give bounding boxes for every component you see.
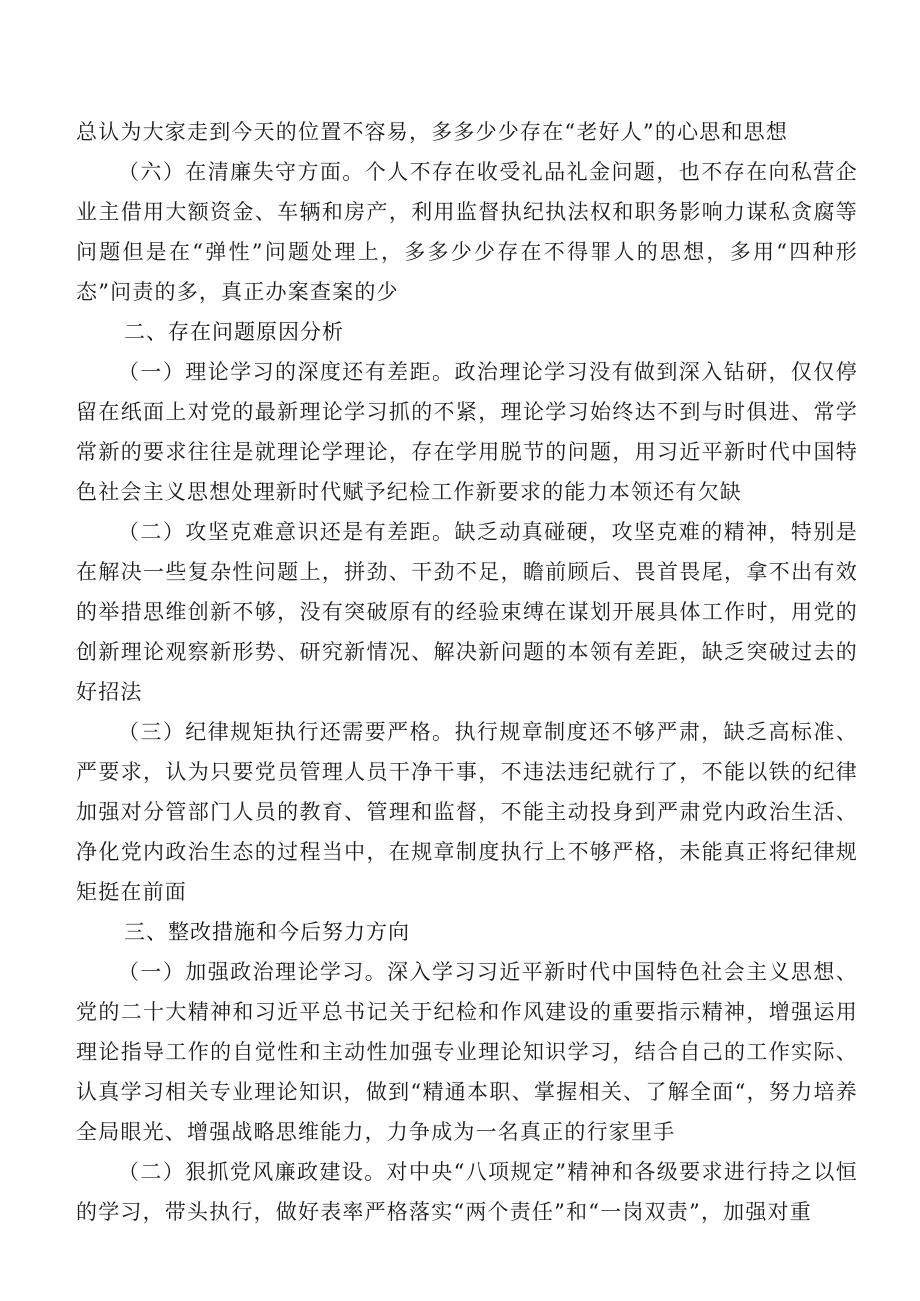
paragraph-section-1-6: （六）在清廉失守方面。个人不存在收受礼品礼金问题，也不存在向私营企业主借用大额资金、车辆和房产，利用监督执纪执法权和职务影响力谋私贪腐等问题但是在“弹性”问题处理上，多多少少存在不得罪人的思想，多用“四种形态”问责的多，真正办案查案的少 xyxy=(76,160,858,304)
paragraph-continuation: 总认为大家走到今天的位置不容易，多多少少存在“老好人”的心思和思想 xyxy=(76,120,789,144)
document-body xyxy=(76,112,858,1232)
paragraph-section-2-1: （一）理论学习的深度还有差距。政治理论学习没有做到深入钻研，仅仅停留在纸面上对党的最新理论学习抓的不紧，理论学习始终达不到与时俱进、常学常新的要求往往是就理论学理论，存在学用脱节的问题，用习近平新时代中国特色社会主义思想处理新时代赋予纪检工作新要求的能力本领还有欠缺 xyxy=(76,360,858,504)
paragraph-section-2-2: （二）攻坚克难意识还是有差距。缺乏动真碰硬，攻坚克难的精神，特别是在解决一些复杂性问题上，拼劲、干劲不足，瞻前顾后、畏首畏尾，拿不出有效的举措思维创新不够，没有突破原有的经验束缚在谋划开展具体工作时，用党的创新理论观察新形势、研究新情况、解决新问题的本领有差距，缺乏突破过去的好招法 xyxy=(76,520,858,704)
paragraph-section-2-3: （三）纪律规矩执行还需要严格。执行规章制度还不够严肃，缺乏高标准、严要求，认为只要党员管理人员干净干事，不违法违纪就行了，不能以铁的纪律加强对分管部门人员的教育、管理和监督，不能主动投身到严肃党内政治生活、净化党内政治生态的过程当中，在规章制度执行上不够严格，未能真正将纪律规矩挺在前面 xyxy=(76,720,858,904)
section-heading-2: 二、存在问题原因分析 xyxy=(124,320,344,344)
paragraph-section-3-1: （一）加强政治理论学习。深入学习习近平新时代中国特色社会主义思想、党的二十大精神和习近平总书记关于纪检和作风建设的重要指示精神，增强运用理论指导工作的自觉性和主动性加强专业理论知识学习，结合自己的工作实际、认真学习相关专业理论知识，做到“精通本职、掌握相关、了解全面“，努力培养全局眼光、增强战略思维能力，力争成为一名真正的行家里手 xyxy=(76,960,858,1144)
paragraph-section-3-2: （二）狠抓党风廉政建设。对中央“八项规定”精神和各级要求进行持之以恒的学习，带头执行，做好表率严格落实“两个责任”和“一岗双责”，加强对重 xyxy=(76,1160,858,1224)
section-heading-3: 三、整改措施和今后努力方向 xyxy=(124,920,410,944)
